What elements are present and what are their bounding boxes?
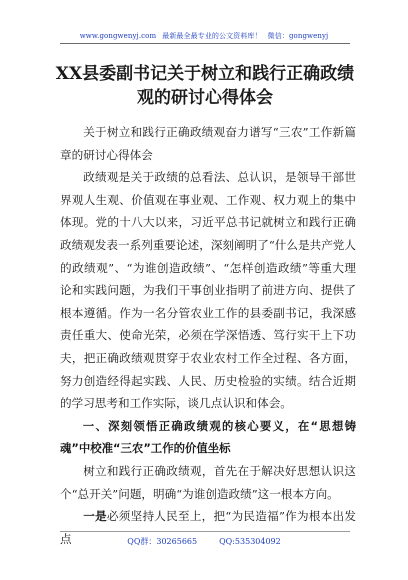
section-paragraph: 树立和践行正确政绩观，首先在于解决好思想认识这个“总开关”问题，明确“为谁创造政绩”这一根本方向。 bbox=[60, 463, 356, 501]
intro-paragraph: 政绩观是关于政绩的总看法、总认识，是领导干部世界观人生观、价值观在事业观、工作观、权力观上的集中体现。党的十八大以来，习近平总书记就树立和践行正确政绩观发表一系列重要论述，深刻阐明了“什么是共产党人的政绩观”、“为谁创造政绩”、“怎样创造政绩”等重大理论和实践问题，为我们干事创业指明了前进方向、提供了根本遵循。作为一名分管农业工作的县委副书记，我深感责任重大、使命光荣，必须在学深悟透、笃行实干上下功夫，把正确政绩观贯穿于农业农村工作全过程、各方面，努力创造经得起实践、人民、历史检验的实绩。结合近期的学习思考和工作实际，谈几点认识和体会。 bbox=[60, 170, 356, 411]
title-line-1: XX县委副书记关于树立和践行正确政绩 bbox=[55, 64, 355, 84]
header-divider bbox=[60, 43, 350, 44]
header-wechat: 微信：gongwenyj bbox=[267, 32, 329, 40]
footer-qq: QQ:535304092 bbox=[219, 537, 281, 546]
header-tagline: 最新最全最专业的公文资料库！ bbox=[162, 32, 262, 40]
point-lead: 一是 bbox=[83, 509, 107, 524]
document-title bbox=[40, 62, 370, 110]
title-line-2: 观的研讨心得体会 bbox=[137, 88, 273, 108]
document-body bbox=[60, 121, 356, 550]
point-text: 必须坚持人民至上，把“为民造福”作为根本出发点 bbox=[60, 509, 356, 546]
footer-qq-group: QQ群：30265665 bbox=[127, 537, 198, 546]
header-site-link[interactable]: www.gongwenyj.com bbox=[79, 32, 157, 40]
subtitle-paragraph: 关于树立和践行正确政绩观奋力谱写“三农”工作新篇章的研讨心得体会 bbox=[60, 125, 356, 162]
page-footer bbox=[0, 536, 408, 547]
footer-divider bbox=[60, 531, 350, 532]
page-header bbox=[0, 31, 408, 41]
section-heading: 一、深刻领悟正确政绩观的核心要义，在“思想铸魂”中校准“三农”工作的价值坐标 bbox=[60, 418, 356, 456]
